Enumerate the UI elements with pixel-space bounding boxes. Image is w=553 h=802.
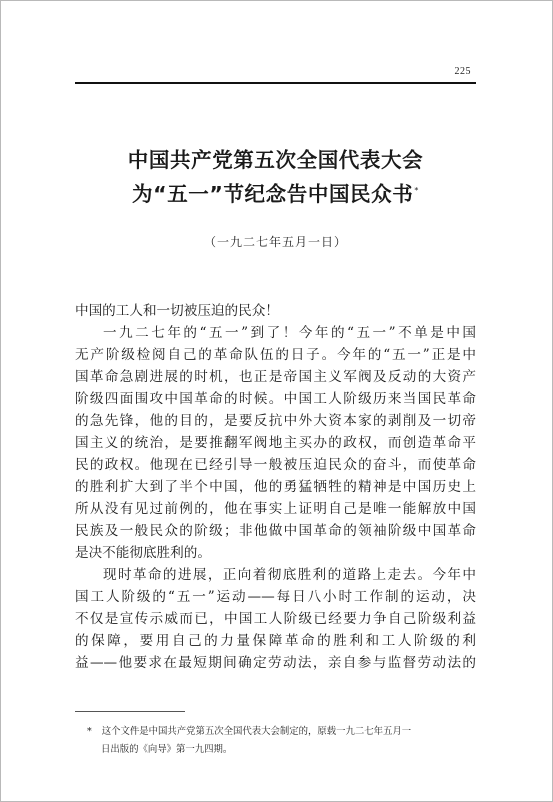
- title-footnote-mark: *: [414, 186, 419, 195]
- title-line-2-text: 为“五一”节纪念告中国民众书: [132, 181, 414, 206]
- footnote-line-1: [87, 723, 479, 741]
- body-line: 所从没有见过前例的，他在事实上证明自己是唯一能解放中国: [75, 501, 476, 517]
- footnote-rule: [75, 711, 185, 712]
- body-line: 国革命急剧进展的时机，也正是帝国主义军阀及反动的大资产: [75, 369, 476, 385]
- body-line: 益——他要求在最短期间确定劳动法，亲自参与监督劳动法的: [75, 655, 476, 671]
- body-line: 国工人阶级的“五一”运动——每日八小时工作制的运动，决: [75, 589, 476, 605]
- body-line: 是决不能彻底胜利的。: [75, 545, 211, 561]
- document-title: [75, 146, 476, 208]
- body-line: 无产阶级检阅自己的革命队伍的日子。今年的“五一”正是中: [75, 347, 476, 363]
- document-date: （一九二七年五月一日）: [203, 235, 347, 249]
- body-line: 民的政权。他现在已经引导一般被压迫民众的奋斗，而使革命: [75, 457, 476, 473]
- footnote-line-1-text: 这个文件是中国共产党第五次全国代表大会制定的，原载一九二七年五月一: [101, 726, 412, 737]
- body-line: 阶级四面围攻中国革命的时候。中国工人阶级历来当国民革命: [75, 391, 476, 407]
- page-number: 225: [454, 66, 471, 77]
- body-line: 一九二七年的“五一”到了！今年的“五一”不单是中国: [103, 325, 476, 341]
- body-line: 不仅是宣传示威而已，中国工人阶级已经要力争自己阶级利益: [75, 611, 476, 627]
- title-line-1-text: 中国共产党第五次全国代表大会: [127, 148, 424, 172]
- footnote: [87, 723, 479, 759]
- footnote-line-2: 日出版的《向导》第一九四期。: [101, 744, 233, 755]
- title-line-1: [75, 146, 476, 174]
- body-line: 国主义的统治，是要推翻军阀地主买办的政权，而创造革命平: [75, 435, 476, 451]
- footnote-mark: *: [87, 726, 92, 737]
- body-line: 的保障，要用自己的力量保障革命的胜利和工人阶级的利: [75, 633, 476, 649]
- body-line: 现时革命的进展，正向着彻底胜利的道路上走去。今年中: [103, 567, 476, 583]
- body-line: 的胜利扩大到了半个中国，他的勇猛牺牲的精神是中国历史上: [75, 479, 476, 495]
- header-rule: [75, 82, 476, 84]
- body-line: 的急先锋，他的目的，是要反抗中外大资本家的剥削及一切帝: [75, 413, 476, 429]
- body-text: [75, 300, 476, 674]
- title-line-2: [75, 177, 476, 208]
- body-line: 民族及一般民众的阶级；非他做中国革命的领袖阶级中国革命: [75, 523, 476, 539]
- body-line: 中国的工人和一切被压迫的民众！: [75, 303, 279, 319]
